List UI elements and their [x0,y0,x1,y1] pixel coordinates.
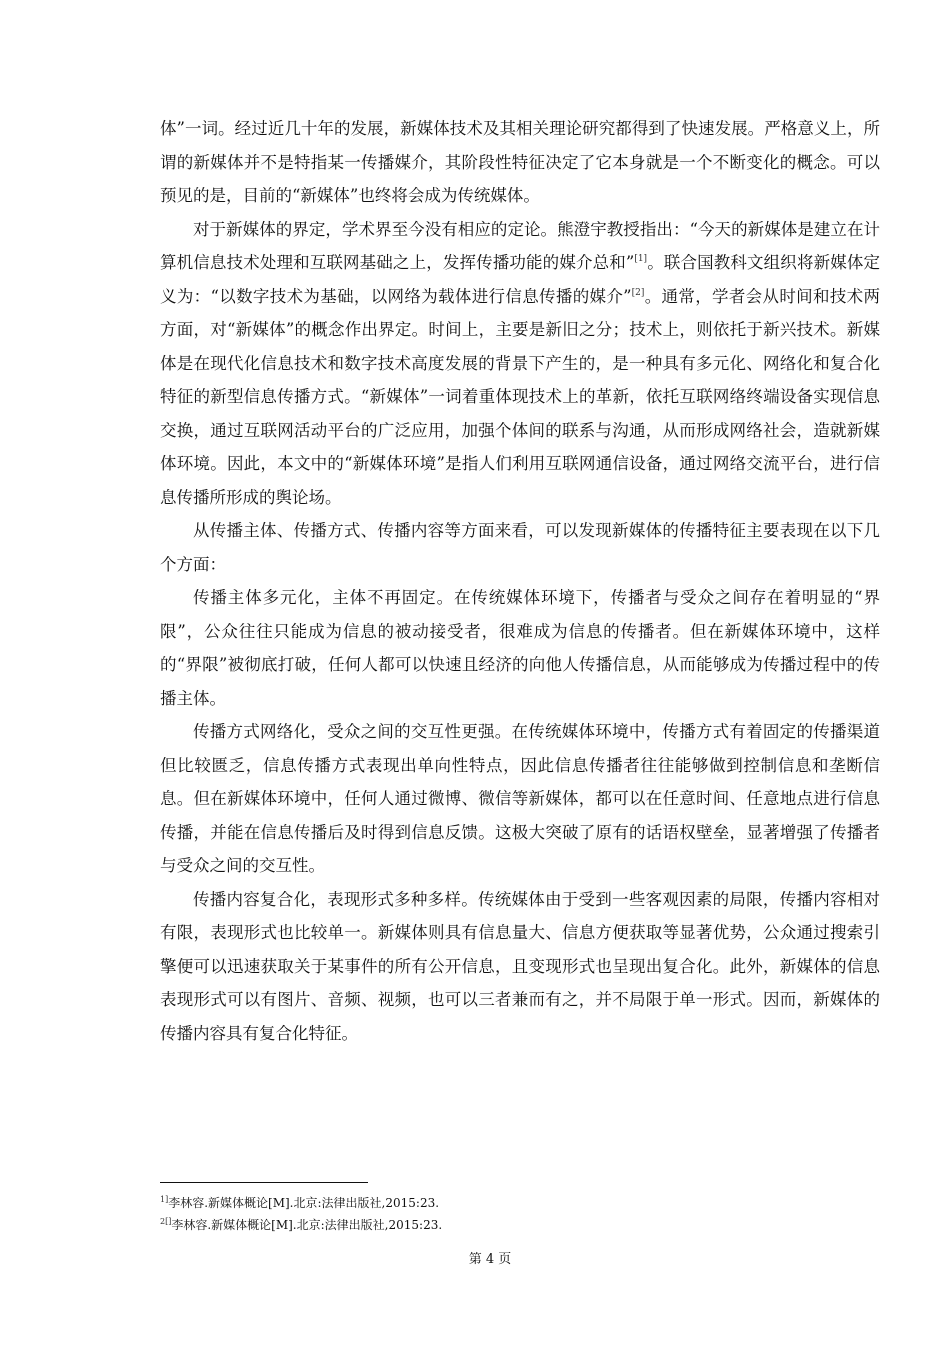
citation-marker[interactable]: [2] [631,287,645,298]
footnote-text: 李林容.新媒体概论[M].北京:法律出版社,2015:23. [168,1196,440,1210]
footnote-separator [160,1182,368,1183]
page-number [0,1248,950,1267]
paragraph-text: 传播方式网络化，受众之间的交互性更强。在传统媒体环境中，传播方式有着固定的传播渠道但比较匮乏，信息传播方式表现出单向性特点，因此信息传播者往往能够做到控制信息和垄断信息。但在新媒体环境中，任何人通过微博、微信等新媒体，都可以在任意时间、任意地点进行信息传播，并能在信息传播后及时得到信息反馈。这极大突破了原有的话语权壁垒，显著增强了传播者与受众之间的交互性。 [160,722,880,875]
paragraph [160,514,880,581]
footnote-marker: 1] [160,1195,169,1204]
paragraph [160,213,880,515]
paragraph-text: 体”一词。经过近几十年的发展，新媒体技术及其相关理论研究都得到了快速发展。严格意义上，所谓的新媒体并不是特指某一传播媒介，其阶段性特征决定了它本身就是一个不断变化的概念。可以预见的是，目前的“新媒体”也终将会成为传统媒体。 [160,119,880,205]
footnote-text: 李林容.新媒体概论[M].北京:法律出版社,2015:23. [171,1218,443,1232]
paragraph-text: 传播主体多元化，主体不再固定。在传统媒体环境下，传播者与受众之间存在着明显的“界限”，公众往往只能成为信息的被动接受者，很难成为信息的传播者。但在新媒体环境中，这样的“界限”被彻底打破，任何人都可以快速且经济的向他人传播信息，从而能够成为传播过程中的传播主体。 [160,588,880,708]
paragraph-text: 。联合国教科文组织将新媒体定义为：“以数字技术为基础，以网络为载体进行信息传播的媒介” [160,253,881,306]
paragraph [160,715,880,883]
paragraph [160,581,880,715]
page-number-text: 第 4 页 [468,1252,512,1267]
citation-marker[interactable]: [1] [634,254,648,264]
paragraph-text: 从传播主体、传播方式、传播内容等方面来看，可以发现新媒体的传播特征主要表现在以下几个方面： [160,521,880,574]
paragraph-text: 传播内容复合化，表现形式多种多样。传统媒体由于受到一些客观因素的局限，传播内容相对有限，表现形式也比较单一。新媒体则具有信息量大、信息方便获取等显著优势，公众通过搜索引擎便可以迅速获取关于某事件的所有公开信息，且变现形式也呈现出复合化。此外，新媒体的信息表现形式可以有图片、音频、视频，也可以三者兼而有之，并不局限于单一形式。因而，新媒体的传播内容具有复合化特征。 [160,889,880,1043]
paragraph-text: 。通常，学者会从时间和技术两方面，对“新媒体”的概念作出界定。时间上，主要是新旧之分；技术上，则依托于新兴技术。新媒体是在现代化信息技术和数字技术高度发展的背景下产生的，是一种具有多元化、网络化和复合化特征的新型信息传播方式。“新媒体”一词着重体现技术上的革新，依托互联网络终端设备实现信息交换，通过互联网活动平台的广泛应用，加强个体间的联系与沟通，从而形成网络社会，造就新媒体环境。因此，本文中的“新媒体环境”是指人们利用互联网通信设备，通过网络交流平台，进行信息传播所形成的舆论场。 [160,286,881,507]
body-text [160,112,880,1050]
footnote [160,1192,880,1214]
footnote-marker: 2[] [160,1217,172,1226]
footnotes [160,1192,880,1236]
paragraph [160,883,880,1051]
paragraph [160,112,880,213]
footnote [160,1214,880,1236]
paragraph-text: 对于新媒体的界定，学术界至今没有相应的定论。熊澄宇教授指出：“今天的新媒体是建立在计算机信息技术处理和互联网基础之上，发挥传播功能的媒介总和” [160,219,880,272]
